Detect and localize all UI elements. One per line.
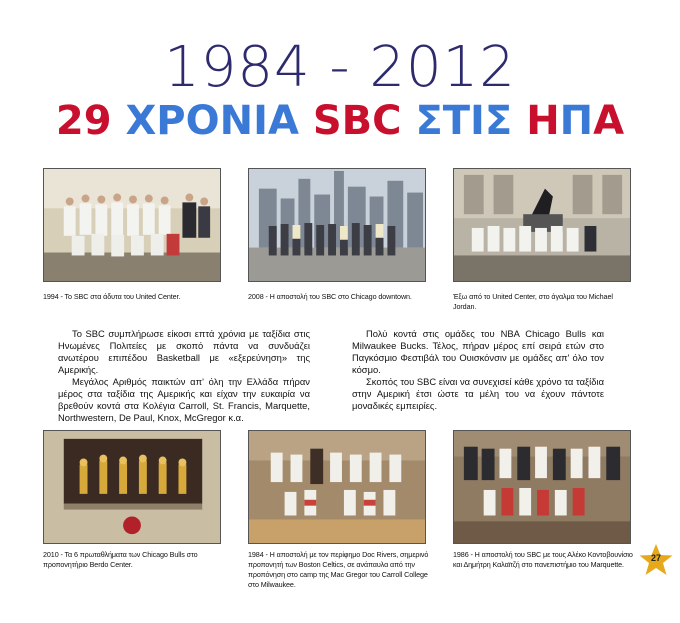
body-column-left	[58, 328, 310, 424]
page-number-badge	[638, 543, 674, 577]
paragraph: Σκοπός του SBC είναι να συνεχισεί κάθε χρόνο τα ταξίδια στην Αμερική έτσι ώστε τα μέλη του να έχουν πάντοτε μοναδικές εμπειρίες.	[352, 376, 604, 411]
photo-united-center-1994	[43, 168, 221, 282]
title-part: ΧΡΟΝΙΑ	[125, 98, 313, 144]
title-part: Η	[526, 98, 560, 144]
photo-caption: 1986 - Η αποστολή του SBC με τους Αλέκο Κοντοβουνίσιο και Δημήτρη Καλαϊτζή στο πανεπιστήμιο του Marquette.	[453, 550, 633, 569]
paragraph: Το SBC συμπλήρωσε είκοσι επτά χρόνια με ταξίδια στις Ηνωμένες Πολιτείες με σκοπό πάντα να συνδυάζει ανωτέρου επιπέδου Basketball με «εξερεύνηση» της Αμερικής.	[58, 328, 310, 375]
photo-chicago-downtown-2008	[248, 168, 426, 282]
photo-marquette-1986	[453, 430, 631, 544]
photo-caption: 1984 - Η αποστολή με τον περίφημο Doc Rivers, σημερινό προπονητή των Boston Celtics, σε ανάπαυλα από την προπόνηση στο camp της Mac Gregor του Carroll College στο Milwaukee.	[248, 550, 429, 589]
paragraph: Πολύ κοντά στις ομάδες του NBA Chicago Bulls και Milwaukee Bucks. Τέλος, πήραν μέρος επί σειρά ετών στο Παγκόσμιο Φεστιβάλ του Ουισκόνσιν με ομάδες απ' όλο τον κόσμο.	[352, 328, 604, 375]
paragraph: Μεγάλος Αριθμός παικτών απ' όλη την Ελλάδα πήραν μέρος στα ταξίδια της Αμερικής και είχαν την ευκαιρία να βρεθούν κοντά στα Κολέγια Carroll, St. Francis, Marquette, Northwestern, De Paul, Knox, McGregor κ.α.	[58, 376, 310, 423]
title-part: 29	[55, 98, 126, 144]
title-part: Π	[559, 98, 594, 144]
page-number: 27	[650, 553, 661, 563]
title-part: Α	[593, 98, 625, 144]
photo-michael-jordan-statue	[453, 168, 631, 282]
title-part: ΣΤΙΣ	[415, 98, 527, 144]
photo-caption: 1994 - Το SBC στα άδυτα του United Center.	[43, 292, 181, 301]
body-column-right	[352, 328, 604, 412]
years-heading: 1984 - 2012	[164, 35, 516, 100]
photo-caption: Έξω από το United Center, στο άγαλμα του Michael Jordan.	[453, 292, 613, 311]
photo-caption: 2010 - Τα 6 πρωταθλήματα των Chicago Bulls στο προπονητήριο Berdo Center.	[43, 550, 198, 569]
page-title	[0, 98, 680, 144]
photo-bulls-trophies	[43, 430, 221, 544]
title-part: SBC	[312, 98, 416, 144]
photo-caption: 2008 - Η αποστολή του SBC στο Chicago downtown.	[248, 292, 412, 301]
photo-doc-rivers-camp-1984	[248, 430, 426, 544]
